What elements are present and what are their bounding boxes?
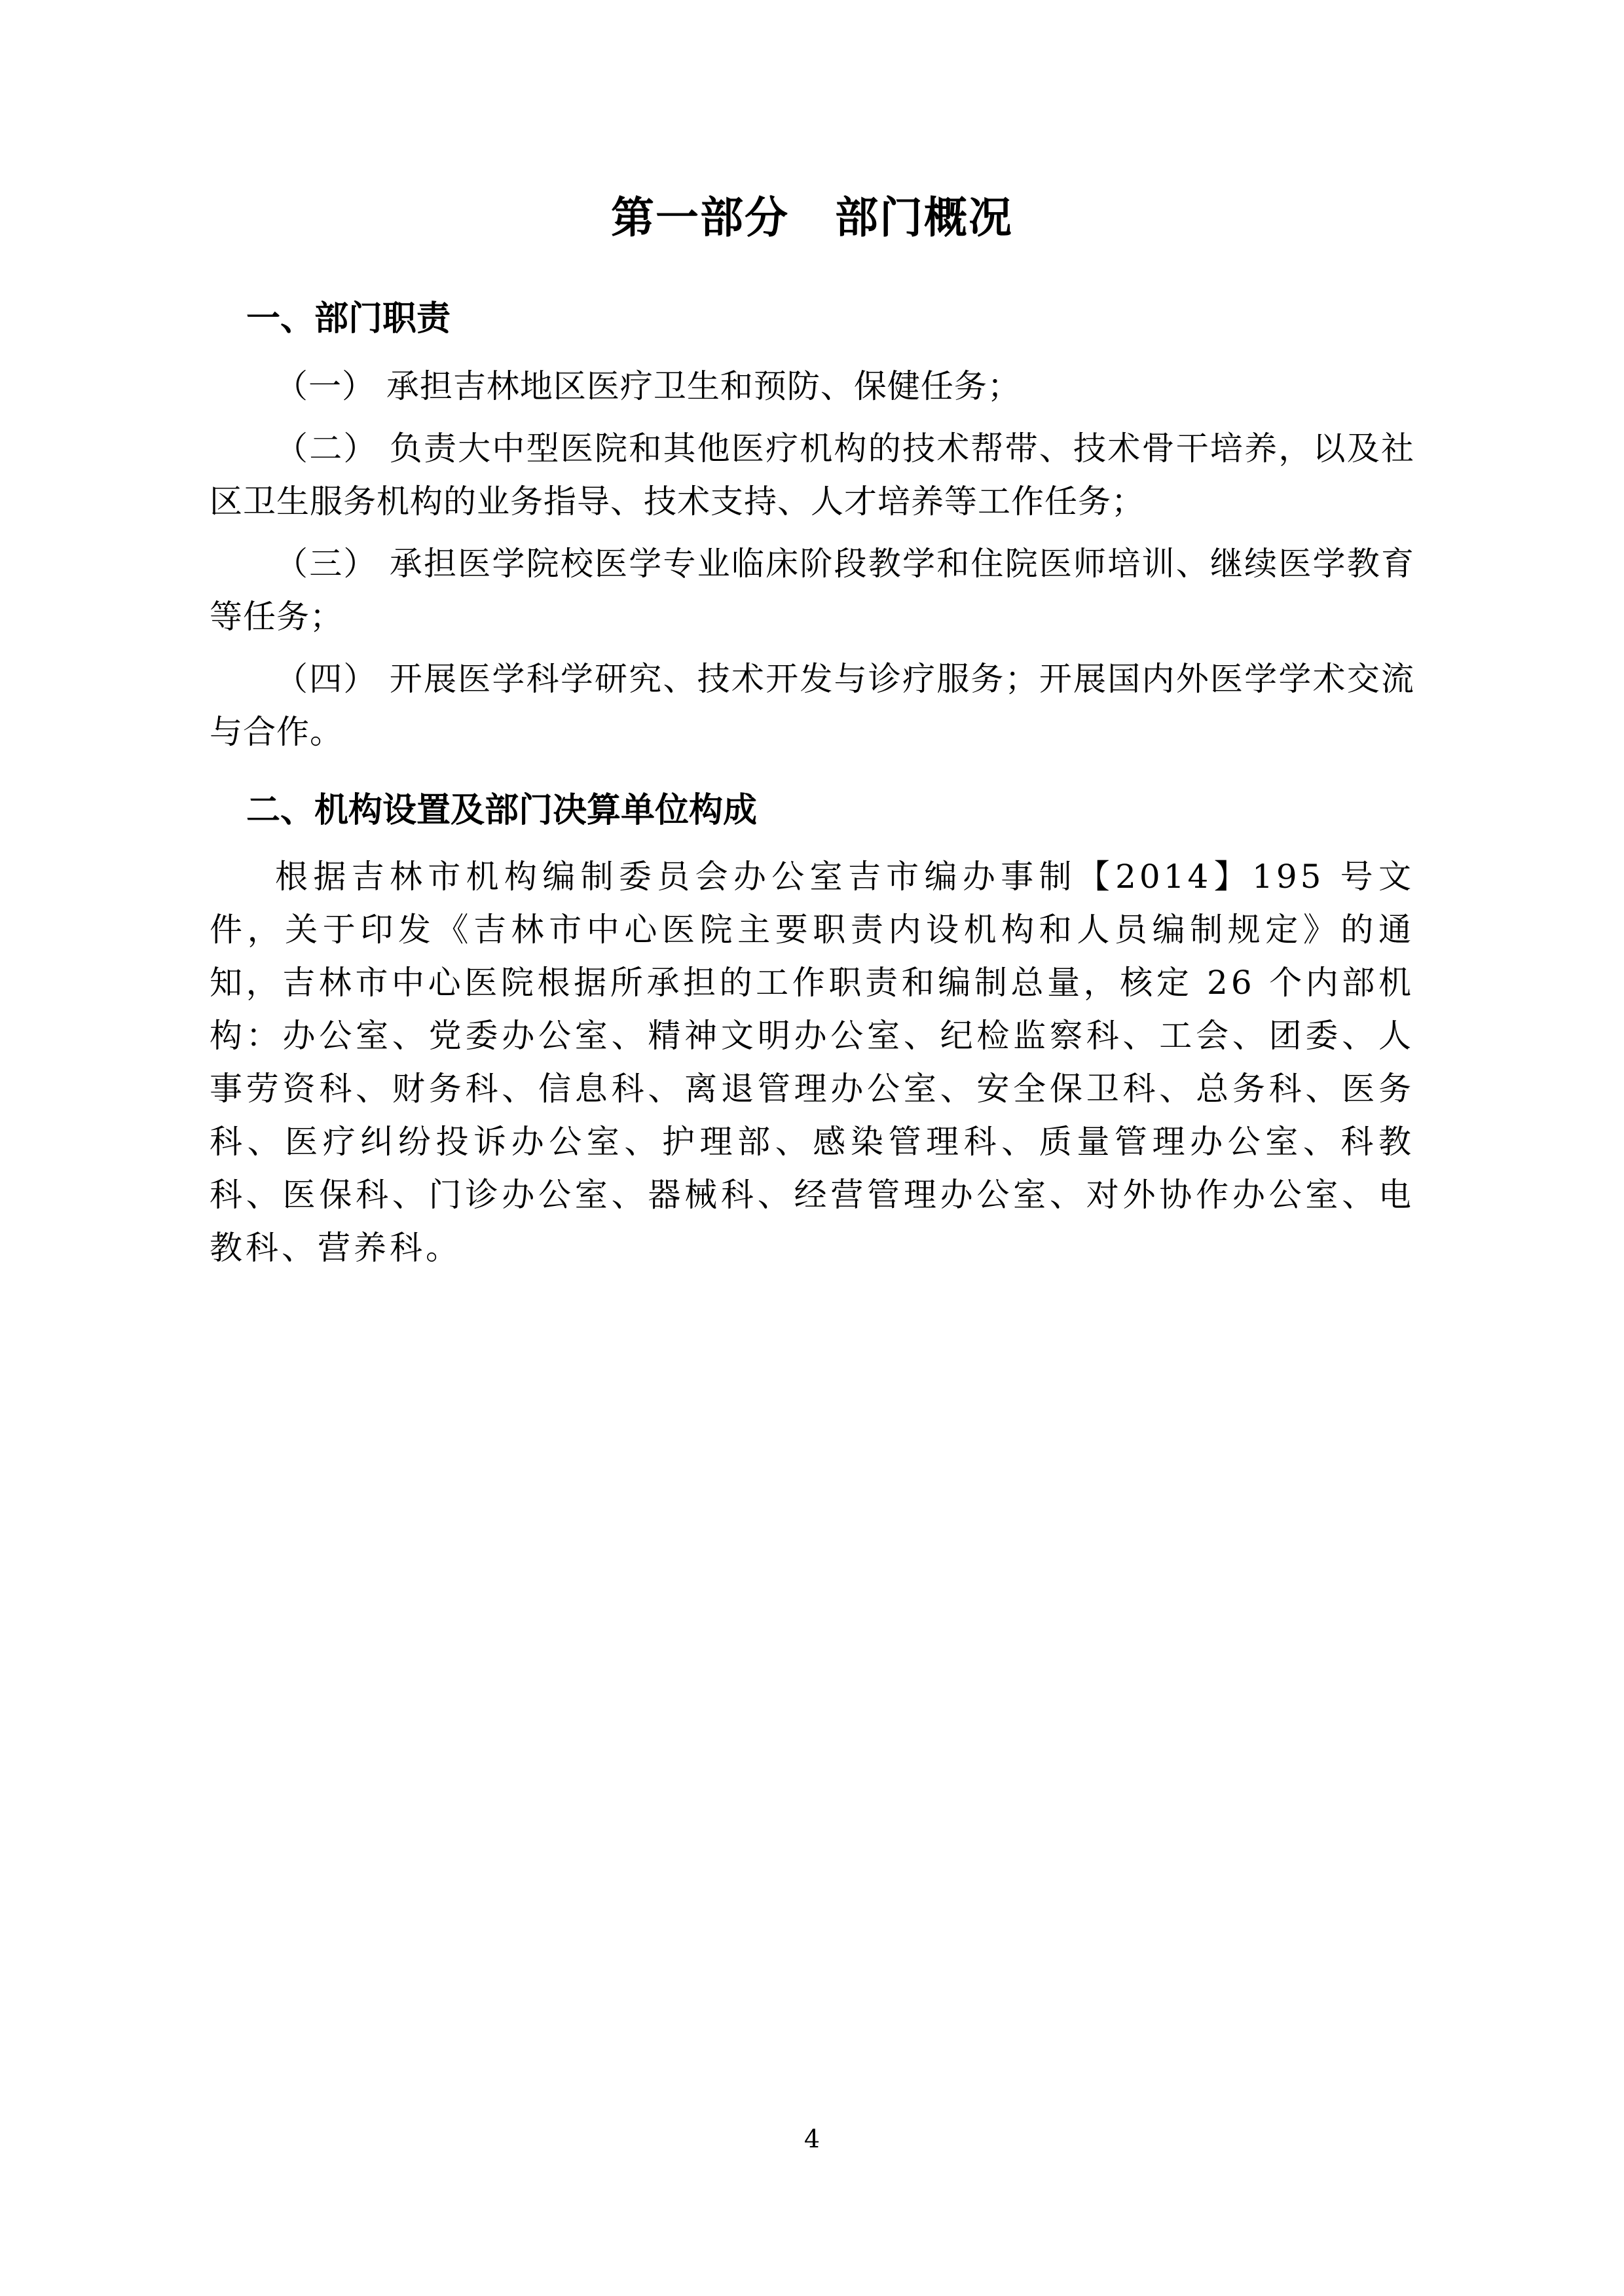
page-title bbox=[210, 190, 1414, 246]
duty-paragraph-3: （三） 承担医学院校医学专业临床阶段教学和住院医师培训、继续医学教育等任务； bbox=[210, 544, 1414, 636]
section-two-heading: 二、机构设置及部门决算单位构成 bbox=[246, 790, 758, 830]
duty-paragraph-2: （二） 负责大中型医院和其他医疗机构的技术帮带、技术骨干培养，以及社区卫生服务机构的业务指导、技术支持、人才培养等工作任务； bbox=[210, 429, 1414, 520]
duty-paragraph-1: （一） 承担吉林地区医疗卫生和预防、保健任务； bbox=[275, 367, 1021, 405]
page-number: 4 bbox=[803, 2124, 821, 2153]
title-subject-label: 部门概况 bbox=[835, 192, 1013, 243]
section-one-heading: 一、部门职责 bbox=[246, 298, 451, 338]
page-content bbox=[210, 190, 1414, 1284]
title-part-label: 第一部分 bbox=[611, 192, 789, 243]
duty-paragraph-4: （四） 开展医学科学研究、技术开发与诊疗服务；开展国内外医学学术交流与合作。 bbox=[210, 659, 1414, 751]
organization-paragraph: 根据吉林市机构编制委员会办公室吉市编办事制【2014】195 号文件，关于印发《吉林市中心医院主要职责内设机构和人员编制规定》的通知，吉林市中心医院根据所承担的工作职责和编制总量，核定 26 个内部机构：办公室、党委办公室、精神文明办公室、纪检监察科、工会、团委、人事劳资科、财务科、信息科、离退管理办公室、安全保卫科、总务科、医务科、医疗纠纷投诉办公室、护理部、感染管理科、质量管理办公室、科教科、医保科、门诊办公室、器械科、经营管理办公室、对外协作办公室、电教科、营养科。 bbox=[210, 857, 1414, 1267]
